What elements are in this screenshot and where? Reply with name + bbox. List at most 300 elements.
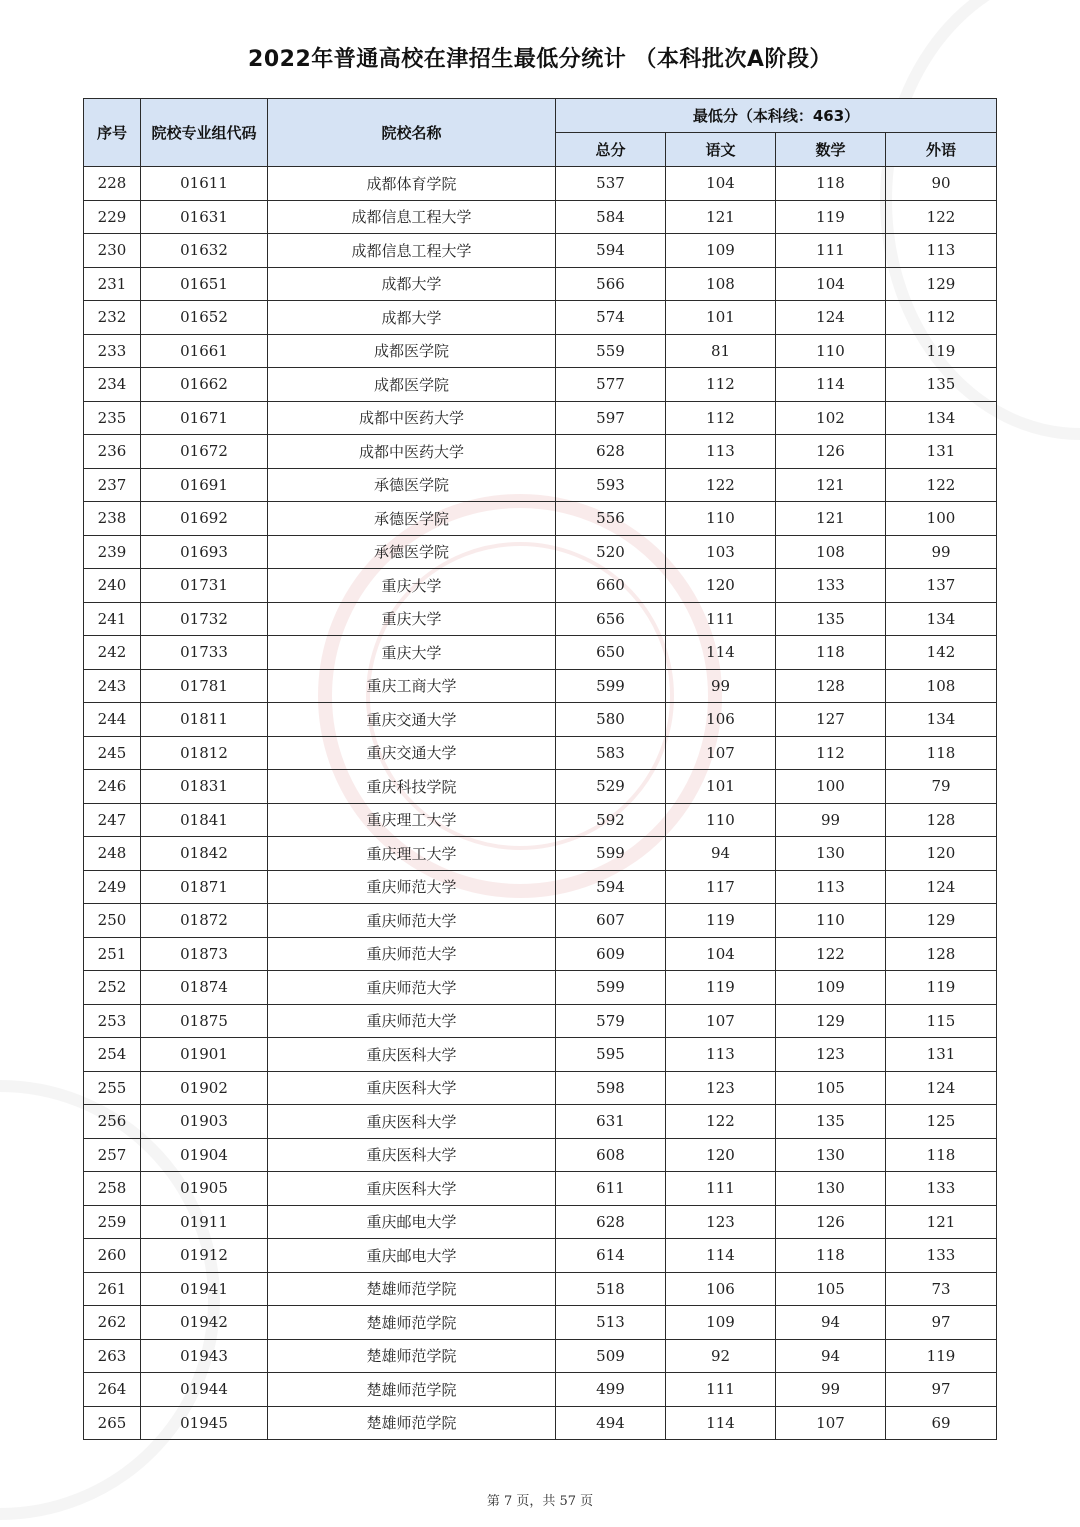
cell-name: 重庆医科大学 [268, 1138, 556, 1172]
cell-total: 609 [556, 937, 666, 971]
cell-seq: 259 [84, 1205, 141, 1239]
cell-total: 529 [556, 770, 666, 804]
cell-foreign: 142 [886, 636, 997, 670]
header-name: 院校名称 [268, 99, 556, 167]
cell-seq: 252 [84, 971, 141, 1005]
cell-foreign: 79 [886, 770, 997, 804]
cell-total: 537 [556, 167, 666, 201]
cell-code: 01732 [141, 602, 268, 636]
cell-name: 成都医学院 [268, 334, 556, 368]
table-row [84, 803, 997, 837]
cell-seq: 262 [84, 1306, 141, 1340]
table-row [84, 1306, 997, 1340]
cell-foreign: 69 [886, 1406, 997, 1440]
cell-foreign: 131 [886, 1038, 997, 1072]
cell-foreign: 97 [886, 1306, 997, 1340]
cell-math: 121 [776, 468, 886, 502]
cell-code: 01875 [141, 1004, 268, 1038]
cell-foreign: 133 [886, 1239, 997, 1273]
cell-code: 01912 [141, 1239, 268, 1273]
cell-code: 01781 [141, 669, 268, 703]
cell-foreign: 119 [886, 971, 997, 1005]
table-row [84, 602, 997, 636]
header-seq: 序号 [84, 99, 141, 167]
cell-code: 01651 [141, 267, 268, 301]
cell-math: 122 [776, 937, 886, 971]
cell-chinese: 106 [666, 703, 776, 737]
cell-foreign: 73 [886, 1272, 997, 1306]
cell-total: 556 [556, 502, 666, 536]
cell-seq: 243 [84, 669, 141, 703]
cell-foreign: 90 [886, 167, 997, 201]
cell-code: 01693 [141, 535, 268, 569]
cell-code: 01841 [141, 803, 268, 837]
cell-seq: 244 [84, 703, 141, 737]
cell-math: 102 [776, 401, 886, 435]
cell-foreign: 118 [886, 736, 997, 770]
cell-code: 01632 [141, 234, 268, 268]
header-math: 数学 [776, 133, 886, 167]
cell-total: 598 [556, 1071, 666, 1105]
cell-chinese: 120 [666, 1138, 776, 1172]
cell-chinese: 123 [666, 1071, 776, 1105]
cell-total: 611 [556, 1172, 666, 1206]
cell-math: 123 [776, 1038, 886, 1072]
cell-name: 楚雄师范学院 [268, 1339, 556, 1373]
cell-chinese: 94 [666, 837, 776, 871]
table-row [84, 870, 997, 904]
cell-math: 94 [776, 1339, 886, 1373]
cell-name: 承德医学院 [268, 502, 556, 536]
table-row [84, 468, 997, 502]
cell-code: 01662 [141, 368, 268, 402]
cell-name: 成都信息工程大学 [268, 234, 556, 268]
cell-name: 重庆邮电大学 [268, 1239, 556, 1273]
cell-seq: 235 [84, 401, 141, 435]
cell-code: 01903 [141, 1105, 268, 1139]
cell-seq: 250 [84, 904, 141, 938]
table-row [84, 971, 997, 1005]
table-row [84, 1239, 997, 1273]
cell-foreign: 128 [886, 803, 997, 837]
table-row [84, 1373, 997, 1407]
cell-total: 656 [556, 602, 666, 636]
cell-foreign: 125 [886, 1105, 997, 1139]
cell-foreign: 129 [886, 904, 997, 938]
cell-total: 595 [556, 1038, 666, 1072]
cell-chinese: 120 [666, 569, 776, 603]
cell-math: 112 [776, 736, 886, 770]
cell-chinese: 114 [666, 1239, 776, 1273]
cell-seq: 255 [84, 1071, 141, 1105]
cell-foreign: 100 [886, 502, 997, 536]
cell-name: 承德医学院 [268, 468, 556, 502]
cell-seq: 253 [84, 1004, 141, 1038]
cell-code: 01874 [141, 971, 268, 1005]
cell-total: 594 [556, 870, 666, 904]
cell-code: 01812 [141, 736, 268, 770]
cell-chinese: 109 [666, 1306, 776, 1340]
cell-math: 107 [776, 1406, 886, 1440]
cell-math: 126 [776, 435, 886, 469]
cell-total: 574 [556, 301, 666, 335]
cell-code: 01652 [141, 301, 268, 335]
table-row [84, 167, 997, 201]
table-row [84, 1172, 997, 1206]
cell-name: 重庆工商大学 [268, 669, 556, 703]
cell-chinese: 99 [666, 669, 776, 703]
cell-code: 01904 [141, 1138, 268, 1172]
cell-code: 01692 [141, 502, 268, 536]
cell-name: 重庆交通大学 [268, 736, 556, 770]
cell-chinese: 112 [666, 401, 776, 435]
cell-seq: 234 [84, 368, 141, 402]
cell-name: 成都体育学院 [268, 167, 556, 201]
cell-chinese: 92 [666, 1339, 776, 1373]
table-row [84, 736, 997, 770]
cell-chinese: 101 [666, 301, 776, 335]
cell-code: 01831 [141, 770, 268, 804]
table-row [84, 1038, 997, 1072]
cell-math: 128 [776, 669, 886, 703]
cell-code: 01872 [141, 904, 268, 938]
cell-math: 105 [776, 1272, 886, 1306]
cell-name: 重庆大学 [268, 636, 556, 670]
cell-total: 599 [556, 837, 666, 871]
cell-foreign: 115 [886, 1004, 997, 1038]
cell-name: 承德医学院 [268, 535, 556, 569]
cell-chinese: 117 [666, 870, 776, 904]
cell-seq: 263 [84, 1339, 141, 1373]
cell-chinese: 109 [666, 234, 776, 268]
cell-foreign: 99 [886, 535, 997, 569]
cell-name: 重庆大学 [268, 602, 556, 636]
cell-math: 110 [776, 904, 886, 938]
cell-foreign: 131 [886, 435, 997, 469]
cell-math: 100 [776, 770, 886, 804]
cell-math: 108 [776, 535, 886, 569]
cell-math: 104 [776, 267, 886, 301]
cell-name: 重庆科技学院 [268, 770, 556, 804]
cell-chinese: 104 [666, 167, 776, 201]
cell-total: 650 [556, 636, 666, 670]
header-chinese: 语文 [666, 133, 776, 167]
table-row [84, 401, 997, 435]
cell-chinese: 111 [666, 1373, 776, 1407]
cell-foreign: 120 [886, 837, 997, 871]
cell-total: 597 [556, 401, 666, 435]
header-code: 院校专业组代码 [141, 99, 268, 167]
cell-name: 成都医学院 [268, 368, 556, 402]
cell-foreign: 134 [886, 703, 997, 737]
cell-code: 01611 [141, 167, 268, 201]
cell-math: 129 [776, 1004, 886, 1038]
cell-chinese: 122 [666, 1105, 776, 1139]
cell-foreign: 128 [886, 937, 997, 971]
cell-math: 99 [776, 803, 886, 837]
cell-total: 494 [556, 1406, 666, 1440]
cell-foreign: 118 [886, 1138, 997, 1172]
cell-math: 124 [776, 301, 886, 335]
cell-total: 518 [556, 1272, 666, 1306]
cell-math: 126 [776, 1205, 886, 1239]
cell-code: 01944 [141, 1373, 268, 1407]
cell-seq: 239 [84, 535, 141, 569]
cell-code: 01691 [141, 468, 268, 502]
cell-math: 109 [776, 971, 886, 1005]
cell-seq: 254 [84, 1038, 141, 1072]
cell-name: 成都大学 [268, 301, 556, 335]
cell-chinese: 107 [666, 1004, 776, 1038]
cell-total: 614 [556, 1239, 666, 1273]
table-header-row [84, 99, 997, 133]
cell-chinese: 108 [666, 267, 776, 301]
cell-foreign: 133 [886, 1172, 997, 1206]
table-row [84, 904, 997, 938]
table-row [84, 1071, 997, 1105]
cell-total: 628 [556, 435, 666, 469]
cell-seq: 231 [84, 267, 141, 301]
cell-total: 599 [556, 971, 666, 1005]
cell-name: 重庆医科大学 [268, 1071, 556, 1105]
cell-math: 111 [776, 234, 886, 268]
cell-seq: 265 [84, 1406, 141, 1440]
cell-math: 135 [776, 1105, 886, 1139]
cell-seq: 247 [84, 803, 141, 837]
cell-seq: 240 [84, 569, 141, 603]
table-row [84, 502, 997, 536]
cell-math: 110 [776, 334, 886, 368]
cell-name: 楚雄师范学院 [268, 1272, 556, 1306]
table-row [84, 1105, 997, 1139]
cell-total: 592 [556, 803, 666, 837]
cell-seq: 233 [84, 334, 141, 368]
cell-foreign: 97 [886, 1373, 997, 1407]
cell-total: 593 [556, 468, 666, 502]
cell-chinese: 123 [666, 1205, 776, 1239]
cell-chinese: 119 [666, 904, 776, 938]
cell-foreign: 124 [886, 870, 997, 904]
cell-code: 01733 [141, 636, 268, 670]
cell-chinese: 114 [666, 1406, 776, 1440]
cell-foreign: 135 [886, 368, 997, 402]
cell-math: 118 [776, 636, 886, 670]
cell-math: 99 [776, 1373, 886, 1407]
header-min-score-group: 最低分（本科线：463） [556, 99, 997, 133]
table-row [84, 1004, 997, 1038]
cell-math: 114 [776, 368, 886, 402]
cell-code: 01631 [141, 200, 268, 234]
cell-seq: 258 [84, 1172, 141, 1206]
cell-chinese: 112 [666, 368, 776, 402]
cell-chinese: 110 [666, 803, 776, 837]
cell-total: 594 [556, 234, 666, 268]
cell-seq: 257 [84, 1138, 141, 1172]
cell-chinese: 119 [666, 971, 776, 1005]
header-total: 总分 [556, 133, 666, 167]
table-row [84, 1339, 997, 1373]
cell-foreign: 129 [886, 267, 997, 301]
cell-math: 130 [776, 837, 886, 871]
table-row [84, 703, 997, 737]
cell-name: 重庆师范大学 [268, 904, 556, 938]
cell-code: 01731 [141, 569, 268, 603]
cell-total: 580 [556, 703, 666, 737]
header-foreign: 外语 [886, 133, 997, 167]
cell-math: 105 [776, 1071, 886, 1105]
cell-foreign: 119 [886, 1339, 997, 1373]
cell-foreign: 112 [886, 301, 997, 335]
cell-name: 成都中医药大学 [268, 401, 556, 435]
cell-code: 01811 [141, 703, 268, 737]
cell-seq: 251 [84, 937, 141, 971]
cell-name: 重庆师范大学 [268, 1004, 556, 1038]
cell-code: 01661 [141, 334, 268, 368]
cell-seq: 237 [84, 468, 141, 502]
cell-math: 94 [776, 1306, 886, 1340]
cell-total: 577 [556, 368, 666, 402]
cell-chinese: 114 [666, 636, 776, 670]
table-row [84, 937, 997, 971]
cell-code: 01905 [141, 1172, 268, 1206]
table-row [84, 301, 997, 335]
cell-name: 重庆医科大学 [268, 1038, 556, 1072]
cell-name: 重庆交通大学 [268, 703, 556, 737]
table-row [84, 837, 997, 871]
cell-math: 121 [776, 502, 886, 536]
table-row [84, 435, 997, 469]
cell-seq: 256 [84, 1105, 141, 1139]
table-row [84, 267, 997, 301]
cell-code: 01901 [141, 1038, 268, 1072]
score-table [83, 98, 997, 1440]
cell-total: 509 [556, 1339, 666, 1373]
cell-seq: 238 [84, 502, 141, 536]
cell-name: 重庆医科大学 [268, 1172, 556, 1206]
cell-foreign: 121 [886, 1205, 997, 1239]
cell-seq: 228 [84, 167, 141, 201]
table-row [84, 669, 997, 703]
cell-name: 成都大学 [268, 267, 556, 301]
cell-name: 楚雄师范学院 [268, 1373, 556, 1407]
cell-seq: 260 [84, 1239, 141, 1273]
cell-seq: 248 [84, 837, 141, 871]
cell-code: 01672 [141, 435, 268, 469]
cell-chinese: 110 [666, 502, 776, 536]
cell-name: 楚雄师范学院 [268, 1406, 556, 1440]
cell-chinese: 103 [666, 535, 776, 569]
cell-name: 成都信息工程大学 [268, 200, 556, 234]
cell-seq: 249 [84, 870, 141, 904]
cell-foreign: 113 [886, 234, 997, 268]
cell-code: 01942 [141, 1306, 268, 1340]
page-title: 2022年普通高校在津招生最低分统计 （本科批次A阶段） [248, 47, 832, 72]
cell-total: 608 [556, 1138, 666, 1172]
cell-seq: 236 [84, 435, 141, 469]
cell-foreign: 124 [886, 1071, 997, 1105]
cell-foreign: 137 [886, 569, 997, 603]
cell-foreign: 134 [886, 401, 997, 435]
cell-total: 499 [556, 1373, 666, 1407]
cell-total: 520 [556, 535, 666, 569]
cell-seq: 264 [84, 1373, 141, 1407]
cell-name: 成都中医药大学 [268, 435, 556, 469]
cell-chinese: 104 [666, 937, 776, 971]
page-footer: 第 7 页，共 57 页 [486, 1494, 594, 1509]
cell-chinese: 113 [666, 1038, 776, 1072]
cell-chinese: 101 [666, 770, 776, 804]
cell-code: 01941 [141, 1272, 268, 1306]
table-row [84, 1406, 997, 1440]
cell-code: 01871 [141, 870, 268, 904]
table-body [84, 167, 997, 1440]
cell-seq: 241 [84, 602, 141, 636]
table-row [84, 636, 997, 670]
cell-foreign: 122 [886, 468, 997, 502]
cell-name: 重庆邮电大学 [268, 1205, 556, 1239]
cell-name: 重庆理工大学 [268, 837, 556, 871]
cell-name: 重庆师范大学 [268, 870, 556, 904]
cell-name: 重庆医科大学 [268, 1105, 556, 1139]
cell-total: 607 [556, 904, 666, 938]
cell-code: 01902 [141, 1071, 268, 1105]
cell-seq: 230 [84, 234, 141, 268]
cell-math: 118 [776, 1239, 886, 1273]
cell-chinese: 113 [666, 435, 776, 469]
table-row [84, 368, 997, 402]
cell-total: 584 [556, 200, 666, 234]
cell-math: 135 [776, 602, 886, 636]
cell-total: 599 [556, 669, 666, 703]
cell-code: 01943 [141, 1339, 268, 1373]
cell-seq: 232 [84, 301, 141, 335]
cell-total: 628 [556, 1205, 666, 1239]
table-row [84, 234, 997, 268]
cell-seq: 246 [84, 770, 141, 804]
cell-foreign: 119 [886, 334, 997, 368]
cell-total: 660 [556, 569, 666, 603]
cell-chinese: 121 [666, 200, 776, 234]
cell-code: 01842 [141, 837, 268, 871]
cell-math: 130 [776, 1172, 886, 1206]
table-row [84, 1205, 997, 1239]
table-row [84, 334, 997, 368]
cell-foreign: 134 [886, 602, 997, 636]
table-row [84, 1138, 997, 1172]
cell-name: 重庆大学 [268, 569, 556, 603]
cell-name: 重庆理工大学 [268, 803, 556, 837]
cell-math: 119 [776, 200, 886, 234]
cell-total: 559 [556, 334, 666, 368]
cell-code: 01911 [141, 1205, 268, 1239]
cell-seq: 245 [84, 736, 141, 770]
cell-chinese: 107 [666, 736, 776, 770]
cell-math: 118 [776, 167, 886, 201]
cell-total: 513 [556, 1306, 666, 1340]
cell-foreign: 108 [886, 669, 997, 703]
cell-math: 133 [776, 569, 886, 603]
table-row [84, 569, 997, 603]
cell-math: 130 [776, 1138, 886, 1172]
cell-chinese: 81 [666, 334, 776, 368]
cell-code: 01671 [141, 401, 268, 435]
cell-code: 01873 [141, 937, 268, 971]
table-row [84, 535, 997, 569]
cell-chinese: 122 [666, 468, 776, 502]
table-row [84, 770, 997, 804]
cell-seq: 242 [84, 636, 141, 670]
cell-chinese: 111 [666, 1172, 776, 1206]
